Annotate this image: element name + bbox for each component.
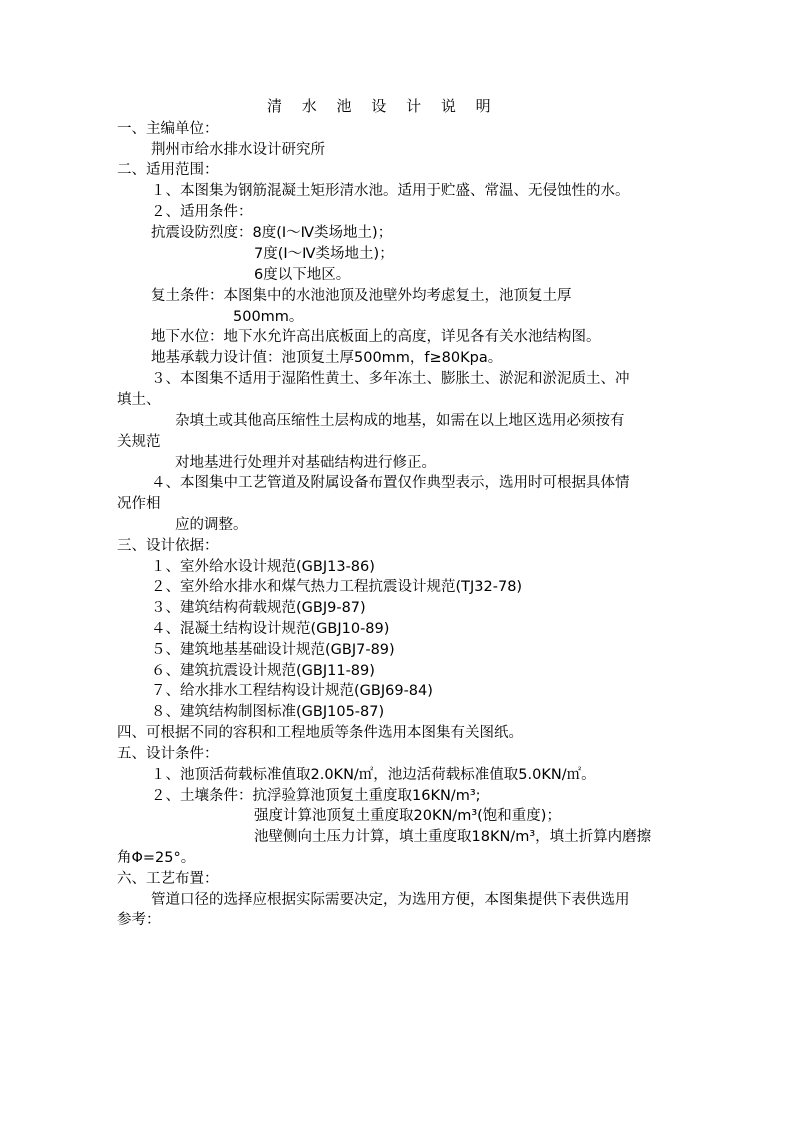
section-heading: 五、设计条件： [117,746,219,762]
text-line: ３、本图集不适用于湿陷性黄土、多年冻土、膨胀土、淤泥和淤泥质土、冲 [151,371,630,387]
text-line: 复土条件：本图集中的水池池顶及池壁外均考虑复土，池顶复土厚 [151,288,572,304]
text-line: 关规范 [117,434,161,450]
text-line: ７、给水排水工程结构设计规范(GBJ69-84) [151,683,433,699]
text-line: 6度以下地区。 [254,267,351,283]
page-title: 清 水 池 设 计 说 明 [267,97,491,115]
text-line: 杂填土或其他高压缩性土层构成的地基，如需在以上地区选用必须按有 [175,413,625,429]
text-line: １、本图集为钢筋混凝土矩形清水池。适用于贮盛、常温、无侵蚀性的水。 [151,183,630,199]
text-line: 地基承载力设计值：池顶复土厚500mm，f≥80Kpa。 [151,350,503,366]
text-line: 管道口径的选择应根据实际需要决定，为选用方便，本图集提供下表供选用 [151,892,630,908]
text-line: 况作相 [117,496,161,512]
text-line: ８、建筑结构制图标准(GBJ105-87) [151,704,385,720]
text-line: 500mm。 [233,309,304,325]
text-line: ４、本图集中工艺管道及附属设备布置仅作典型表示，选用时可根据具体情 [151,475,630,491]
section-heading: 六、工艺布置： [117,871,219,887]
text-line: 应的调整。 [175,517,248,533]
section-heading: 三、设计依据： [117,538,219,554]
text-line: 7度(Ⅰ～Ⅳ类场地土)； [254,246,394,262]
text-line: ５、建筑地基基础设计规范(GBJ7-89) [151,642,395,658]
section-heading: 二、适用范围： [117,162,219,178]
text-line: １、室外给水设计规范(GBJ13-86) [151,559,375,575]
text-line: ２、土壤条件：抗浮验算池顶复土重度取16KN/m³; [151,788,481,804]
text-line: 地下水位：地下水允许高出底板面上的高度，详见各有关水池结构图。 [151,329,601,345]
text-line: ４、混凝土结构设计规范(GBJ10-89) [151,621,390,637]
text-line: ２、适用条件： [151,204,253,220]
text-line: 强度计算池顶复土重度取20KN/m³(饱和重度)； [254,808,561,824]
text-line: 抗震设防烈度：8度(Ⅰ～Ⅳ类场地土)； [151,225,393,241]
text-line: 填土、 [117,392,161,408]
text-line: 对地基进行处理并对基础结构进行修正。 [175,455,436,471]
section-heading: 四、可根据不同的容积和工程地质等条件选用本图集有关图纸。 [117,725,523,741]
text-line: 池壁侧向土压力计算，填土重度取18KN/m³，填土折算内磨擦 [254,829,652,845]
text-line: １、池顶活荷载标准值取2.0KN/㎡，池边活荷载标准值取5.0KN/㎡。 [151,767,596,783]
section-heading: 一、主编单位： [117,121,219,137]
text-line: 参考： [117,912,161,928]
text-line: 荆州市给水排水设计研究所 [151,142,325,158]
text-line: ２、室外给水排水和煤气热力工程抗震设计规范(TJ32-78) [151,579,523,595]
text-line: ６、建筑抗震设计规范(GBJ11-89) [151,663,375,679]
text-line: ３、建筑结构荷载规范(GBJ9-87) [151,600,366,616]
text-line: 角Φ=25°。 [117,850,196,866]
